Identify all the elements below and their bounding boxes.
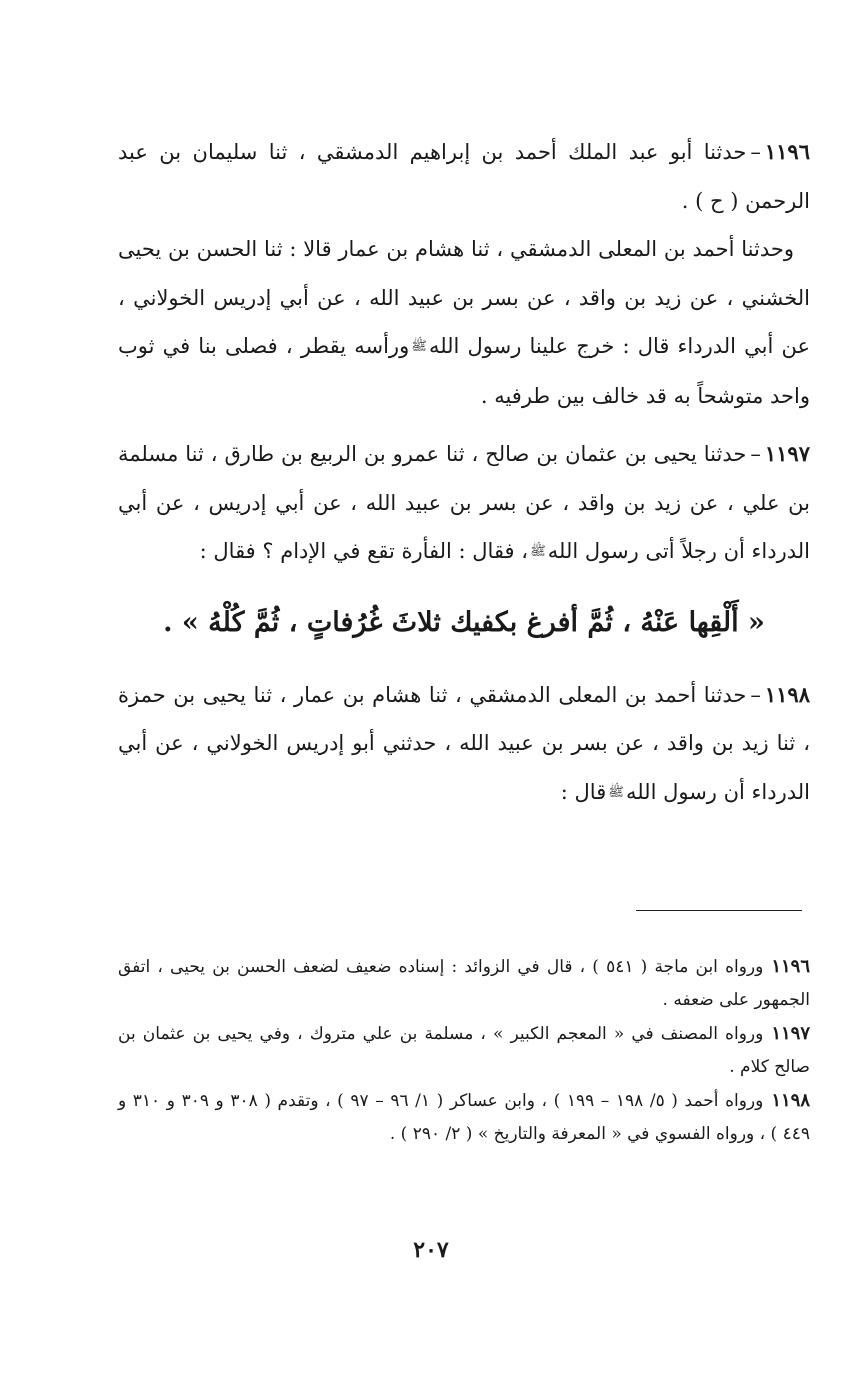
hadith-text: الإدام ؟ فقال : (199, 539, 327, 563)
hadith-number: ١١٩٧ (764, 441, 810, 466)
hadith-text: حدثنا يحيى بن عثمان بن صالح ، ثنا عمرو بن الربيع بن طارق ، (210, 442, 747, 466)
hadith-text: حدثنا أبو عبد الملك أحمد بن إبراهيم الدمشقي ، ثنا سليمان بن (159, 140, 747, 164)
hadith-text: الخولاني ، عن أبي الدرداء قال : خرج علينا رسول الله (118, 285, 810, 358)
footnote-text: ورواه أحمد ( ٥/ ١٩٨ – ١٩٩ ) ، وابن عساكر ( ١/ ٩٦ – ٩٧ ) ، وتقدم ( ٣٠٨ و ٣٠٩ و ٣١٠ و ٤٤٩ ) ، ورواه الفسوي في « المعرفة والتاريخ » ( ٢/ ٢٩٠ ) . (118, 1091, 810, 1144)
footnote-1198 (118, 1084, 810, 1151)
footnote-text: ورواه ابن ماجة ( ٥٤١ ) ، قال في الزوائد : إسناده ضعيف لضعف الحسن بن يحيى ، اتفق الجمهور على ضعفه . (118, 957, 810, 1010)
hadith-text: حمزة ، ثنا زيد بن واقد ، عن بسر بن عبيد الله ، حدثني أبو إدريس الخولاني ، (118, 682, 810, 755)
hadith-1196-continuation (118, 225, 810, 420)
salutation-mark: ﷺ (411, 339, 427, 354)
hadith-1196 (118, 128, 810, 225)
hadith-text: حدثنا أحمد بن المعلى الدمشقي ، ثنا هشام بن عمار ، ثنا يحيى بن (173, 682, 747, 707)
dash: – (750, 682, 761, 707)
hadith-text: عبد الرحمن ( ح ) . (118, 140, 810, 213)
footnotes (118, 950, 810, 1151)
footnote-number: ١١٩٦ (771, 956, 810, 977)
hadith-1198 (118, 671, 810, 818)
hadith-text: ، فقال : الفأرة تقع في (332, 539, 529, 563)
footnote-number: ١١٩٧ (771, 1023, 810, 1044)
hadith-text: عن أبي الدرداء أن رسول الله (118, 731, 810, 804)
hadith-text: وحدثنا أحمد بن المعلى الدمشقي ، ثنا هشام بن عمار قالا : ثنا الحسن بن (168, 237, 794, 261)
footnote-1197 (118, 1017, 810, 1084)
hadith-text: إدريس ، عن أبي الدرداء أن رجلاً أتى رسول الله (118, 490, 810, 563)
dash: – (750, 442, 761, 466)
hadith-1197 (118, 430, 810, 577)
main-text (118, 128, 810, 817)
dash: – (750, 140, 761, 164)
footnote-text: ورواه المصنف في « المعجم الكبير » ، مسلمة بن علي متروك ، وفي يحيى بن عثمان بن صالح كلام . (118, 1024, 810, 1077)
hadith-text: يحيى الخشني ، عن زيد بن واقد ، عن بسر بن عبيد الله ، عن أبي إدريس (118, 237, 811, 310)
hadith-number: ١١٩٨ (764, 681, 810, 707)
footnote-number: ١١٩٨ (771, 1090, 811, 1111)
hadith-text: قال : (560, 779, 607, 804)
hadith-text: فصلى بنا في ثوب واحد متوشحاً به قد خالف بين طرفيه . (118, 334, 810, 408)
salutation-mark: ﷺ (530, 544, 546, 559)
page-number: ٢٠٧ (413, 1237, 449, 1263)
hadith-text: ورأسه يقطر ، (285, 334, 410, 358)
prophetic-quote: « أَلْقِها عَنْهُ ، ثُمَّ أفرغ بكفيك ثلاثَ غُرُفاتٍ ، ثُمَّ كُلْهُ » . (163, 606, 765, 638)
footnote-1196 (118, 950, 810, 1017)
hadith-text: ثنا مسلمة بن علي ، عن زيد بن واقد ، عن بسر بن عبيد الله ، عن أبي (118, 442, 810, 515)
salutation-mark: ﷺ (608, 784, 624, 800)
hadith-number: ١١٩٦ (764, 139, 810, 164)
footnote-separator (636, 910, 802, 911)
